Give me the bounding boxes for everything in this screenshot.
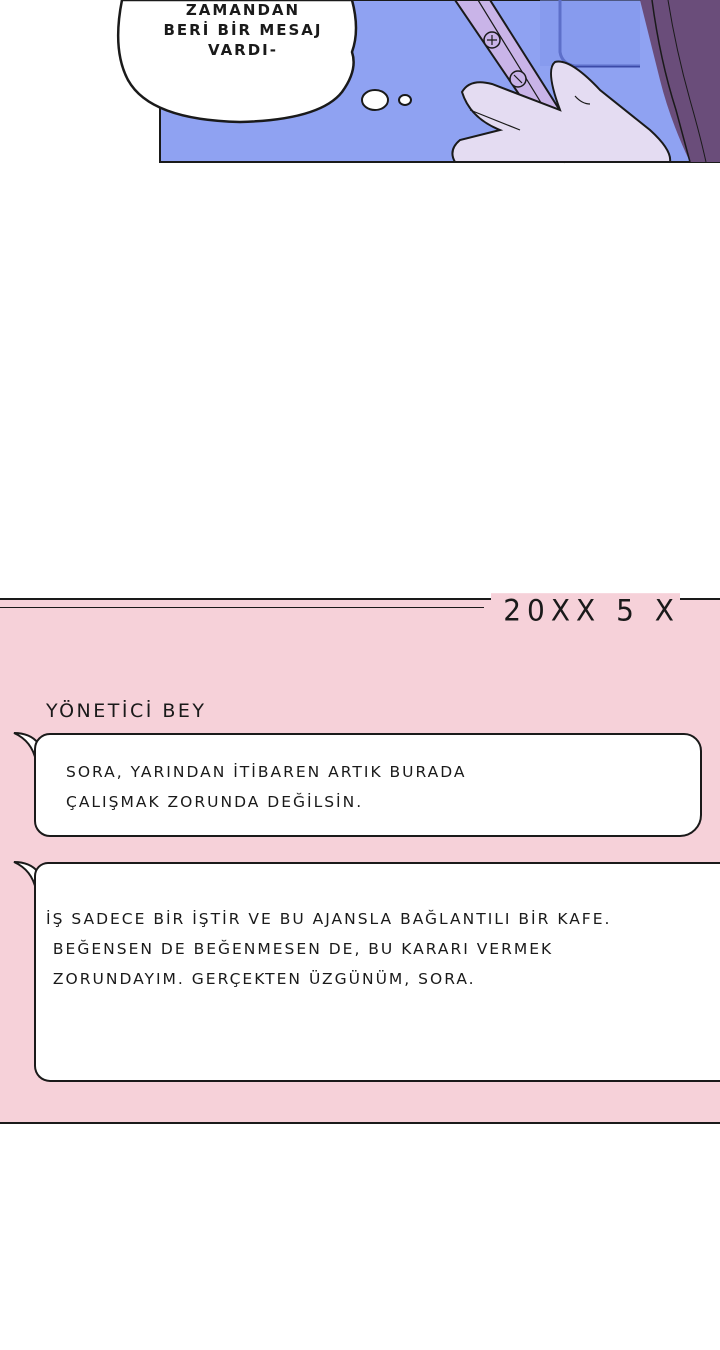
- sender-name: YÖNETİCİ BEY: [46, 700, 207, 722]
- message-line: SORA, YARINDAN İTİBAREN ARTIK BURADA: [66, 763, 467, 781]
- speech-bubble-line: BERİ BİR MESAJ: [163, 21, 323, 39]
- message-line: ZORUNDAYIM. GERÇEKTEN ÜZGÜNÜM, SORA.: [46, 970, 476, 988]
- speech-bubble-line: ZAMANDAN: [185, 1, 301, 19]
- header-divider-line: [0, 607, 484, 608]
- comic-panel-phone-scene: [0, 0, 720, 170]
- message-date: 20XX 5 X: [491, 593, 680, 628]
- message-panel: [0, 593, 720, 1124]
- speech-bubble-text: [128, 0, 358, 60]
- message-line: BEĞENSEN DE BEĞENMESEN DE, BU KARARI VERMEK: [46, 940, 554, 958]
- phone-scene-illustration: [0, 0, 720, 170]
- message-line: ÇALIŞMAK ZORUNDA DEĞİLSİN.: [66, 793, 364, 811]
- message-bubble: [34, 733, 702, 837]
- speech-bubble-line: VARDI-: [207, 41, 278, 59]
- message-bubble: [34, 862, 720, 1082]
- message-line: İŞ SADECE BİR İŞTİR VE BU AJANSLA BAĞLANTILI BİR KAFE.: [46, 910, 612, 928]
